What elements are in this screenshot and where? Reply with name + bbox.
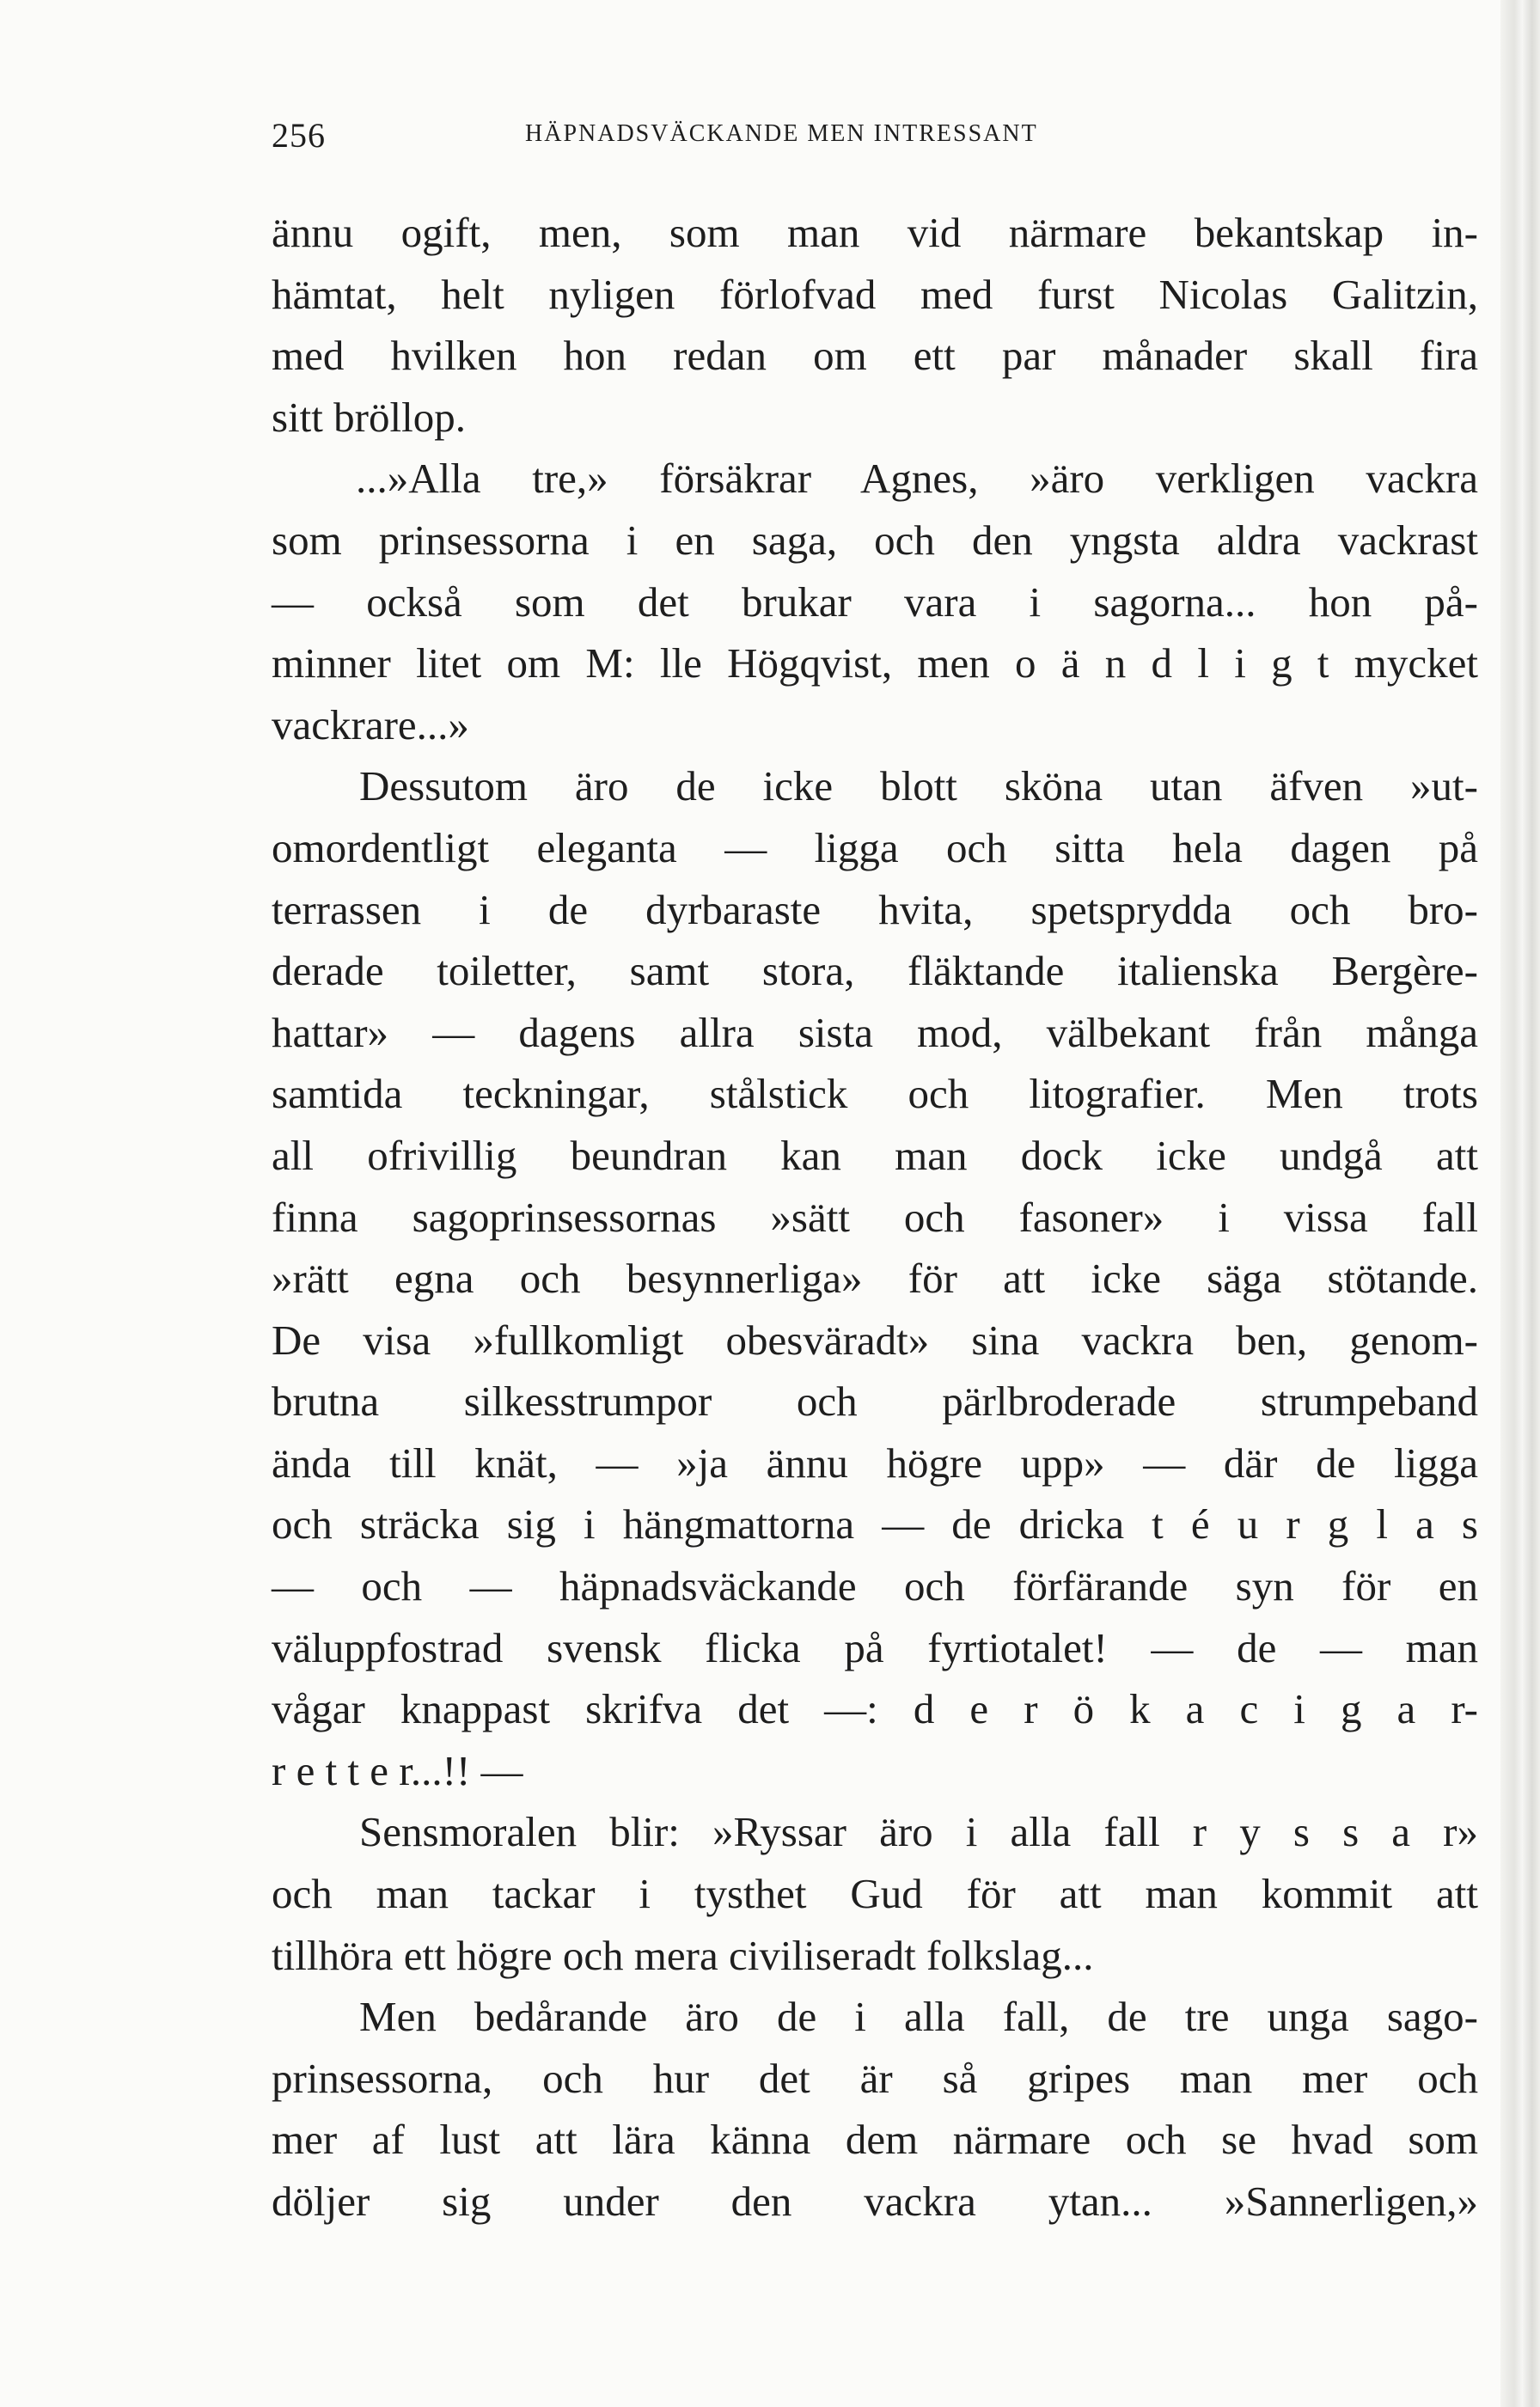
text-line: prinsessorna, och hur det är så gripes man mer och	[272, 2054, 1478, 2102]
text-line: De visa »fullkomligt obesväradt» sina vackra ben, genom-	[272, 1316, 1478, 1364]
text-line: och sträcka sig i hängmattorna — de dricka t é u r g l a s	[272, 1500, 1478, 1549]
text-line: — också som det brukar vara i sagorna... hon på-	[272, 577, 1478, 626]
text-line: »rätt egna och besynnerliga» för att icke säga stötande.	[272, 1255, 1478, 1303]
text-line: och man tackar i tysthet Gud för att man kommit att	[272, 1870, 1478, 1918]
page-number: 256	[272, 116, 326, 155]
running-header	[272, 115, 1478, 158]
text-line: brutna silkesstrumpor och pärlbroderade strumpeband	[272, 1378, 1478, 1426]
text-line: vackrare...»	[272, 700, 469, 748]
text-line: hattar» — dagens allra sista mod, välbekant från många	[272, 1008, 1478, 1056]
text-line: väluppfostrad svensk flicka på fyrtiotalet! — de — man	[272, 1623, 1478, 1671]
text-line: ännu ogift, men, som man vid närmare bekantskap in-	[272, 209, 1478, 256]
text-line: tillhöra ett högre och mera civiliseradt folkslag...	[272, 1931, 1094, 1979]
text-line: r e t t e r...!! —	[272, 1746, 523, 1794]
text-line: minner litet om M: lle Högqvist, men o ä n d l i g t mycket	[272, 639, 1478, 687]
text-line: med hvilken hon redan om ett par månader skall fira	[272, 332, 1478, 380]
text-line: — och — häpnadsväckande och förfärande syn för en	[272, 1562, 1478, 1610]
text-line: terrassen i de dyrbaraste hvita, spetsprydda och bro-	[272, 885, 1478, 933]
text-line: ända till knät, — »ja ännu högre upp» — där de ligga	[272, 1439, 1478, 1487]
text-line: omordentligt eleganta — ligga och sitta hela dagen på	[272, 823, 1478, 871]
text-line: all ofrivillig beundran kan man dock icke undgå att	[272, 1131, 1478, 1179]
text-line: derade toiletter, samt stora, fläktande italienska Bergère-	[272, 947, 1478, 995]
text-line: Dessutom äro de icke blott sköna utan äfven »ut-	[359, 762, 1478, 810]
text-line: sitt bröllop.	[272, 393, 466, 441]
text-line: samtida teckningar, stålstick och litografier. Men trots	[272, 1070, 1478, 1118]
text-line: döljer sig under den vackra ytan... »Sannerligen,»	[272, 2178, 1478, 2225]
text-line: vågar knappast skrifva det —: d e r ö k a c i g a r-	[272, 1685, 1478, 1733]
text-line: hämtat, helt nyligen förlofvad med furst Nicolas Galitzin,	[272, 270, 1478, 318]
text-line: Sensmoralen blir: »Ryssar äro i alla fall r y s s a r»	[359, 1808, 1478, 1856]
text-line: Men bedårande äro de i alla fall, de tre unga sago-	[359, 1993, 1478, 2041]
text-line: finna sagoprinsessornas »sätt och fasoner» i vissa fall	[272, 1193, 1478, 1241]
body-text	[272, 202, 1478, 2233]
text-line: som prinsessorna i en saga, och den yngsta aldra vackrast	[272, 516, 1478, 564]
text-line: mer af lust att lära känna dem närmare och se hvad som	[272, 2116, 1478, 2164]
page-edge-shadow	[1500, 0, 1540, 2407]
text-line: ...»Alla tre,» försäkrar Agnes, »äro verkligen vackra	[356, 455, 1478, 503]
running-title: HÄPNADSVÄCKANDE MEN INTRESSANT	[525, 120, 1038, 147]
